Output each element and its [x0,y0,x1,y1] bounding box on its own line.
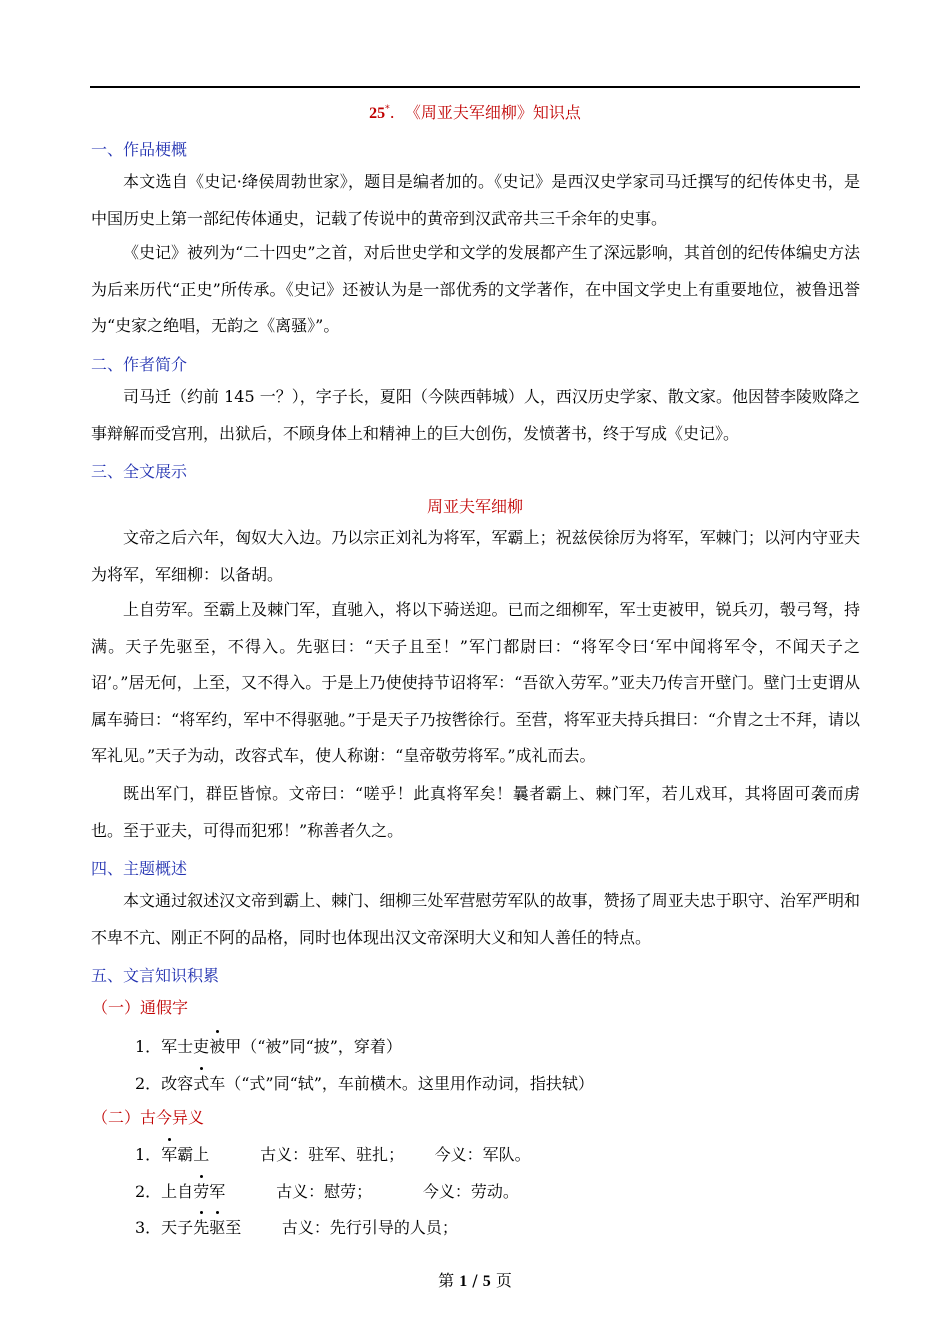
fulltext-paragraph-1: 文帝之后六年，匈奴大入边。乃以宗正刘礼为将军，军霸上；祝兹侯徐厉为将军，军棘门；以河内守亚夫为将军，军细柳：以备胡。 [91,528,860,584]
theme-paragraph: 本文通过叙述汉文帝到霸上、棘门、细柳三处军营慰劳军队的故事，赞扬了周亚夫忠于职守、治军严明和不卑不亢、刚正不阿的品格，同时也体现出汉文帝深明大义和知人善任的特点。 [91,891,860,947]
emphasis-char: 驱 [209,1215,225,1238]
summary-paragraph-2: 《史记》被列为“二十四史”之首，对后世史学和文学的发展都产生了深远影响，其首创的纪传体编史方法为后来历代“正史”所传承。《史记》还被认为是一部优秀的文学著作，在中国文学史上有重要地位，被鲁迅誉为“史家之绝唱，无韵之《离骚》”。 [91,243,860,335]
section-heading-knowledge: 五、文言知识积累 [91,966,220,985]
document-title [0,100,950,123]
header-rule [90,86,860,88]
section-heading-fulltext: 三、全文展示 [91,462,188,481]
section-heading-theme: 四、主题概述 [91,859,188,878]
tongjia-item-2: 2．改容式车（“式”同“轼”，车前横木。这里用作动词，指扶轼） [135,1071,594,1094]
fulltext-paragraph-3: 既出军门，群臣皆惊。文帝曰：“嗟乎！此真将军矣！曩者霸上、棘门军，若儿戏耳，其将固可袭而虏也。至于亚夫，可得而犯邪！”称善者久之。 [91,784,860,840]
subheading-tongjia: （一）通假字 [92,998,189,1017]
page-footer: 第 1 / 5 页 [438,1271,512,1290]
emphasis-char: 式 [193,1071,209,1094]
gujin-item-2: 2．上自劳军 古义：慰劳； 今义：劳动。 [135,1179,519,1202]
gujin-item-3: 3．天子先驱至 古义：先行引导的人员； [135,1215,458,1238]
title-text: 《周亚夫军细柳》知识点 [404,103,581,122]
tongjia-item-1: 1．军士吏被甲（“被”同“披”，穿着） [135,1034,402,1057]
lesson-number: 25 [369,105,386,122]
gujin-item-1: 1．军霸上 古义：驻军、驻扎； 今义：军队。 [135,1142,531,1165]
emphasis-char: 军 [161,1142,177,1165]
fulltext-paragraph-2: 上自劳军。至霸上及棘门军，直驰入，将以下骑送迎。已而之细柳军，军士吏被甲，锐兵刃，彀弓弩，持满。天子先驱至，不得入。先驱曰：“天子且至！”军门都尉曰：“将军令曰‘军中闻将军令，不闻天子之诏’。”居无何，上至，又不得入。于是上乃使使持节诏将军：“吾欲入劳军。”亚夫乃传言开壁门。壁门士吏谓从属车骑曰：“将军约，军中不得驱驰。”于是天子乃按辔徐行。至营，将军亚夫持兵揖曰：“介胄之士不拜，请以军礼见。”天子为动，改容式车，使人称谢：“皇帝敬劳将军。”成礼而去。 [91,600,860,765]
section-heading-summary: 一、作品梗概 [91,140,188,159]
current-page-number: 1 [459,1273,468,1290]
emphasis-char: 劳 [193,1179,209,1202]
total-page-number: 5 [482,1273,491,1290]
optional-star: * [385,104,390,115]
emphasis-char: 先 [193,1215,209,1238]
title-separator: . [389,103,395,122]
subheading-gujin: （二）古今异义 [92,1108,205,1127]
text-title: 周亚夫军细柳 [426,497,523,516]
summary-paragraph-1: 本文选自《史记·绛侯周勃世家》，题目是编者加的。《史记》是西汉史学家司马迁撰写的纪传体史书，是中国历史上第一部纪传体通史，记载了传说中的黄帝到汉武帝共三千余年的史事。 [91,172,860,228]
emphasis-char: 被 [209,1034,225,1057]
section-heading-author: 二、作者简介 [91,355,188,374]
author-paragraph: 司马迁（约前 145 一？），字子长，夏阳（今陕西韩城）人，西汉历史学家、散文家。他因替李陵败降之事辩解而受宫刑，出狱后，不顾身体上和精神上的巨大创伤，发愤著书，终于写成《史记》。 [91,387,860,443]
